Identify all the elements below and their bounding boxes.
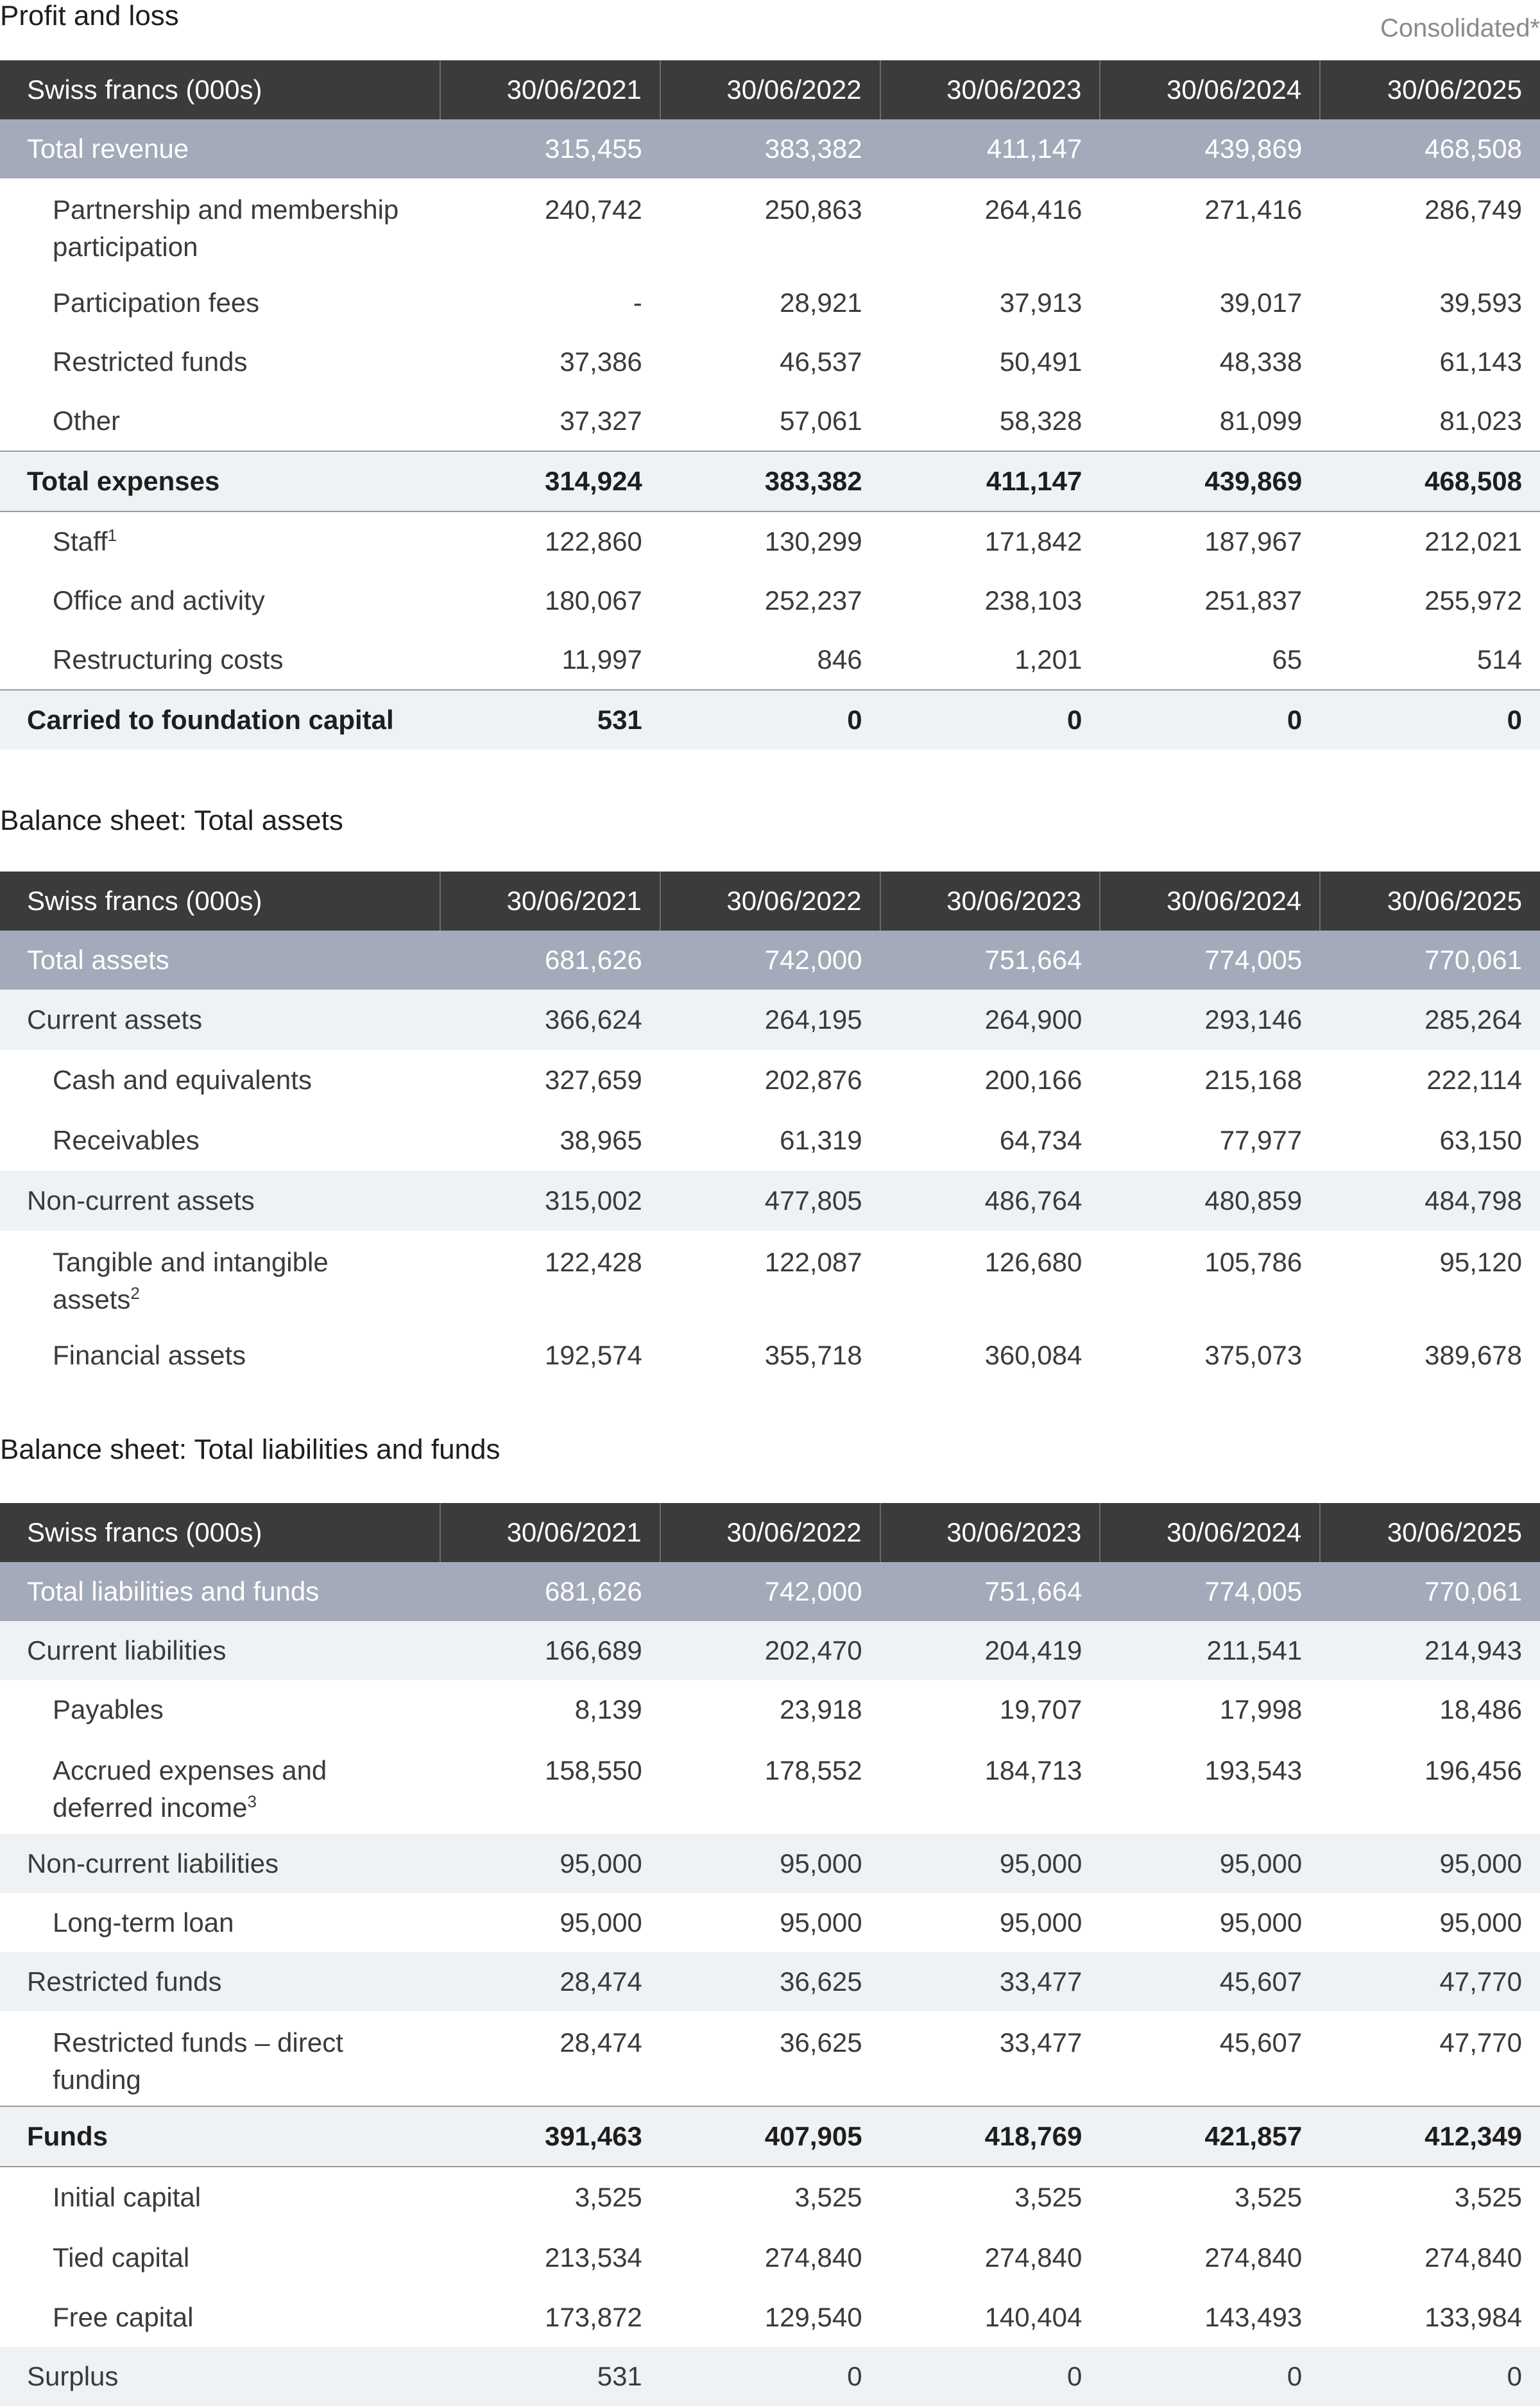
header-cell-unit: Swiss francs (000s) — [0, 872, 440, 931]
cell-value: 38,965 — [560, 1125, 642, 1155]
row-label: Free capital — [53, 2302, 194, 2332]
row-total-expenses — [0, 451, 1540, 511]
cell-value: 95,000 — [780, 1907, 862, 1938]
cell-value: 360,084 — [984, 1340, 1082, 1370]
cell-value: 421,857 — [1100, 2106, 1320, 2167]
cell-value: 28,921 — [780, 288, 862, 318]
row-label-text: Staff — [53, 526, 108, 556]
cell-value: 193,543 — [1204, 1755, 1303, 1785]
cell-value: 37,913 — [999, 288, 1082, 318]
cell-value: 213,534 — [544, 2242, 642, 2273]
cell-value: 61,143 — [1439, 347, 1522, 377]
cell-value: 215,168 — [1204, 1065, 1303, 1095]
header-cell-2021: 30/06/2021 — [440, 1503, 660, 1562]
row-other — [0, 391, 1540, 451]
cell-value: 19,707 — [999, 1694, 1082, 1724]
row-partnership-membership — [0, 178, 1540, 273]
row-label-text: Accrued expenses and deferred income — [53, 1755, 327, 1823]
header-cell-unit: Swiss francs (000s) — [0, 1503, 440, 1562]
cell-value: 681,626 — [440, 931, 660, 990]
cell-value: 264,195 — [660, 990, 880, 1050]
cell-value: 0 — [1100, 2347, 1320, 2406]
header-cell-2024: 30/06/2024 — [1100, 60, 1320, 119]
row-funds — [0, 2106, 1540, 2167]
row-label: Total revenue — [0, 119, 440, 178]
row-label: Total expenses — [0, 451, 440, 511]
cell-value: 23,918 — [780, 1694, 862, 1724]
cell-value: 770,061 — [1320, 1562, 1540, 1621]
cell-value: 531 — [440, 690, 660, 750]
cell-value: 63,150 — [1439, 1125, 1522, 1155]
row-label — [0, 511, 440, 571]
cell-value: 3,525 — [794, 2182, 862, 2212]
header-cell-2022: 30/06/2022 — [660, 872, 880, 931]
cell-value: 95,000 — [1320, 1834, 1540, 1893]
cell-value: 180,067 — [544, 585, 642, 615]
cell-value: 95,000 — [560, 1907, 642, 1938]
cell-value: 742,000 — [660, 1562, 880, 1621]
cell-value: 126,680 — [984, 1247, 1082, 1277]
cell-value: 95,000 — [880, 1834, 1100, 1893]
cell-value: 58,328 — [999, 406, 1082, 436]
cell-value: 211,541 — [1100, 1621, 1320, 1680]
cell-value: 65 — [1272, 644, 1303, 675]
cell-value: 0 — [660, 690, 880, 750]
cell-value: 742,000 — [660, 931, 880, 990]
header-cell-2022: 30/06/2022 — [660, 1503, 880, 1562]
cell-value: 0 — [660, 2347, 880, 2406]
cell-value: 130,299 — [764, 526, 862, 556]
cell-value: 47,770 — [1439, 2027, 1522, 2058]
cell-value: 33,477 — [880, 1952, 1100, 2011]
cell-value: 122,428 — [544, 1247, 642, 1277]
row-label: Current liabilities — [0, 1621, 440, 1680]
row-label: Partnership and membership participation — [53, 194, 399, 262]
row-label: Carried to foundation capital — [0, 690, 440, 750]
row-label: Restricted funds – direct funding — [53, 2027, 343, 2095]
liabilities-funds-table — [0, 1503, 1540, 2406]
cell-value: 171,842 — [984, 526, 1082, 556]
cell-value: 3,525 — [1235, 2182, 1303, 2212]
cell-value: 0 — [880, 2347, 1100, 2406]
row-carried-to-capital — [0, 690, 1540, 750]
footnote-marker: 1 — [107, 526, 117, 545]
cell-value: 383,382 — [660, 451, 880, 511]
cell-value: 36,625 — [660, 1952, 880, 2011]
cell-value: 3,525 — [1454, 2182, 1522, 2212]
cell-value: 143,493 — [1204, 2302, 1303, 2332]
cell-value: 770,061 — [1320, 931, 1540, 990]
header-cell-2023: 30/06/2023 — [880, 872, 1100, 931]
section-title-total-assets: Balance sheet: Total assets — [0, 805, 343, 836]
cell-value: 140,404 — [984, 2302, 1082, 2332]
cell-value: 36,625 — [780, 2027, 862, 2058]
cell-value: 411,147 — [880, 451, 1100, 511]
cell-value: 222,114 — [1426, 1065, 1522, 1095]
row-restricted-direct-funding — [0, 2011, 1540, 2106]
row-label: Office and activity — [53, 585, 265, 615]
cell-value: 77,977 — [1219, 1125, 1303, 1155]
cell-value: 37,327 — [560, 406, 642, 436]
cell-value: 95,120 — [1439, 1247, 1522, 1277]
cell-value: 202,470 — [660, 1621, 880, 1680]
cell-value: 200,166 — [984, 1065, 1082, 1095]
header-cell-2024: 30/06/2024 — [1100, 872, 1320, 931]
row-financial-assets — [0, 1326, 1540, 1385]
cell-value: 250,863 — [764, 194, 862, 225]
header-cell-2021: 30/06/2021 — [440, 60, 660, 119]
cell-value: 57,061 — [780, 406, 862, 436]
row-total-liabilities-funds — [0, 1562, 1540, 1621]
row-free-capital — [0, 2288, 1540, 2347]
row-label: Non-current liabilities — [0, 1834, 440, 1893]
table-header-row — [0, 1503, 1540, 1562]
cell-value: 95,000 — [660, 1834, 880, 1893]
cell-value: 252,237 — [764, 585, 862, 615]
cell-value: 45,607 — [1100, 1952, 1320, 2011]
header-cell-2025: 30/06/2025 — [1320, 872, 1540, 931]
row-label: Restricted funds — [53, 347, 248, 377]
cell-value: 468,508 — [1320, 119, 1540, 178]
row-label: Financial assets — [53, 1340, 246, 1370]
header-cell-2021: 30/06/2021 — [440, 872, 660, 931]
cell-value: 366,624 — [440, 990, 660, 1050]
cell-value: 751,664 — [880, 1562, 1100, 1621]
row-office-activity — [0, 571, 1540, 630]
cell-value: 0 — [880, 690, 1100, 750]
consolidated-note: Consolidated* — [1380, 14, 1540, 42]
cell-value: 105,786 — [1204, 1247, 1303, 1277]
cell-value: 774,005 — [1100, 931, 1320, 990]
cell-value: 271,416 — [1204, 194, 1303, 225]
cell-value: 0 — [1320, 690, 1540, 750]
row-restricted-funds — [0, 1952, 1540, 2011]
cell-value: 61,319 — [780, 1125, 862, 1155]
total-assets-table — [0, 872, 1540, 1385]
footnote-marker: 2 — [130, 1284, 140, 1303]
header-cell-unit: Swiss francs (000s) — [0, 60, 440, 119]
cell-value: 33,477 — [999, 2027, 1082, 2058]
cell-value: 480,859 — [1100, 1171, 1320, 1231]
cell-value: 166,689 — [440, 1621, 660, 1680]
row-cash-equivalents — [0, 1050, 1540, 1110]
row-staff — [0, 511, 1540, 571]
cell-value: 238,103 — [984, 585, 1082, 615]
row-non-current-assets — [0, 1171, 1540, 1231]
cell-value: 204,419 — [880, 1621, 1100, 1680]
row-current-liabilities — [0, 1621, 1540, 1680]
header-cell-2022: 30/06/2022 — [660, 60, 880, 119]
cell-value: 407,905 — [660, 2106, 880, 2167]
row-label: Receivables — [53, 1125, 200, 1155]
cell-value: 81,099 — [1219, 406, 1303, 436]
section-title-liabilities-funds: Balance sheet: Total liabilities and funds — [0, 1434, 501, 1465]
row-restructuring-costs — [0, 630, 1540, 690]
row-label: Payables — [53, 1694, 164, 1724]
table-header-row — [0, 872, 1540, 931]
cell-value: 37,386 — [560, 347, 642, 377]
cell-value: 0 — [1100, 690, 1320, 750]
cell-value: 129,540 — [764, 2302, 862, 2332]
row-tied-capital — [0, 2228, 1540, 2288]
row-accrued-expenses — [0, 1739, 1540, 1834]
cell-value: 178,552 — [764, 1755, 862, 1785]
row-surplus — [0, 2347, 1540, 2406]
cell-value: 3,525 — [1014, 2182, 1082, 2212]
cell-value: 274,840 — [1425, 2242, 1522, 2273]
row-label: Funds — [0, 2106, 440, 2167]
cell-value: 17,998 — [1219, 1694, 1303, 1724]
cell-value: 274,840 — [764, 2242, 862, 2273]
footnote-marker: 3 — [247, 1792, 257, 1811]
row-payables — [0, 1680, 1540, 1739]
row-tangible-intangible — [0, 1231, 1540, 1326]
cell-value: 285,264 — [1320, 990, 1540, 1050]
row-restricted-funds — [0, 332, 1540, 391]
cell-value: 315,002 — [440, 1171, 660, 1231]
header-cell-2023: 30/06/2023 — [880, 60, 1100, 119]
row-current-assets — [0, 990, 1540, 1050]
row-label: Current assets — [0, 990, 440, 1050]
cell-value: 468,508 — [1320, 451, 1540, 511]
cell-value: 274,840 — [1204, 2242, 1303, 2273]
cell-value: 64,734 — [999, 1125, 1082, 1155]
cell-value: 95,000 — [1439, 1907, 1522, 1938]
cell-value: - — [633, 288, 642, 318]
cell-value: 122,087 — [764, 1247, 862, 1277]
cell-value: 240,742 — [544, 194, 642, 225]
cell-value: 484,798 — [1320, 1171, 1540, 1231]
cell-value: 411,147 — [880, 119, 1100, 178]
row-label: Cash and equivalents — [53, 1065, 312, 1095]
cell-value: 355,718 — [764, 1340, 862, 1370]
row-initial-capital — [0, 2167, 1540, 2228]
cell-value: 681,626 — [440, 1562, 660, 1621]
cell-value: 751,664 — [880, 931, 1100, 990]
cell-value: 95,000 — [440, 1834, 660, 1893]
header-cell-2023: 30/06/2023 — [880, 1503, 1100, 1562]
cell-value: 264,900 — [880, 990, 1100, 1050]
cell-value: 214,943 — [1320, 1621, 1540, 1680]
row-label: Total assets — [0, 931, 440, 990]
section-title-profit-and-loss: Profit and loss — [0, 0, 179, 31]
cell-value: 47,770 — [1320, 1952, 1540, 2011]
cell-value: 314,924 — [440, 451, 660, 511]
row-label — [0, 1739, 440, 1834]
cell-value: 412,349 — [1320, 2106, 1540, 2167]
cell-value: 1,201 — [1014, 644, 1082, 675]
row-label-text: Tangible and intangible assets — [53, 1247, 329, 1314]
cell-value: 184,713 — [984, 1755, 1082, 1785]
row-receivables — [0, 1110, 1540, 1171]
cell-value: 514 — [1476, 644, 1522, 675]
cell-value: 264,416 — [984, 194, 1082, 225]
table-header-row — [0, 60, 1540, 119]
cell-value: 212,021 — [1425, 526, 1522, 556]
header-cell-2025: 30/06/2025 — [1320, 60, 1540, 119]
cell-value: 3,525 — [574, 2182, 642, 2212]
cell-value: 39,017 — [1219, 288, 1303, 318]
cell-value: 439,869 — [1100, 451, 1320, 511]
cell-value: 81,023 — [1439, 406, 1522, 436]
cell-value: 389,678 — [1425, 1340, 1522, 1370]
row-long-term-loan — [0, 1893, 1540, 1952]
cell-value: 383,382 — [660, 119, 880, 178]
cell-value: 18,486 — [1439, 1694, 1522, 1724]
row-label: Tied capital — [53, 2242, 190, 2273]
cell-value: 133,984 — [1425, 2302, 1522, 2332]
cell-value: 274,840 — [984, 2242, 1082, 2273]
cell-value: 418,769 — [880, 2106, 1100, 2167]
row-total-assets — [0, 931, 1540, 990]
cell-value: 439,869 — [1100, 119, 1320, 178]
cell-value: 315,455 — [440, 119, 660, 178]
row-label: Other — [53, 406, 121, 436]
cell-value: 45,607 — [1219, 2027, 1303, 2058]
cell-value: 293,146 — [1100, 990, 1320, 1050]
cell-value: 375,073 — [1204, 1340, 1303, 1370]
cell-value: 192,574 — [544, 1340, 642, 1370]
row-participation-fees — [0, 273, 1540, 332]
cell-value: 477,805 — [660, 1171, 880, 1231]
row-label: Total liabilities and funds — [0, 1562, 440, 1621]
cell-value: 251,837 — [1204, 585, 1303, 615]
cell-value: 11,997 — [561, 644, 642, 675]
header-cell-2024: 30/06/2024 — [1100, 1503, 1320, 1562]
cell-value: 95,000 — [1219, 1907, 1303, 1938]
cell-value: 95,000 — [1100, 1834, 1320, 1893]
row-total-revenue — [0, 119, 1540, 178]
cell-value: 95,000 — [999, 1907, 1082, 1938]
cell-value: 28,474 — [560, 2027, 642, 2058]
cell-value: 286,749 — [1425, 194, 1522, 225]
row-label: Restricted funds — [0, 1952, 440, 2011]
profit-and-loss-table — [0, 60, 1540, 750]
header-cell-2025: 30/06/2025 — [1320, 1503, 1540, 1562]
row-label — [0, 1231, 440, 1326]
row-label: Surplus — [0, 2347, 440, 2406]
cell-value: 255,972 — [1425, 585, 1522, 615]
cell-value: 196,456 — [1425, 1755, 1522, 1785]
cell-value: 50,491 — [999, 347, 1082, 377]
cell-value: 774,005 — [1100, 1562, 1320, 1621]
row-label: Non-current assets — [0, 1171, 440, 1231]
cell-value: 173,872 — [544, 2302, 642, 2332]
cell-value: 187,967 — [1204, 526, 1303, 556]
cell-value: 327,659 — [544, 1065, 642, 1095]
cell-value: 39,593 — [1439, 288, 1522, 318]
cell-value: 531 — [440, 2347, 660, 2406]
cell-value: 28,474 — [440, 1952, 660, 2011]
row-label: Participation fees — [53, 288, 260, 318]
row-label: Long-term loan — [53, 1907, 234, 1938]
cell-value: 48,338 — [1219, 347, 1303, 377]
row-label: Restructuring costs — [53, 644, 284, 675]
cell-value: 202,876 — [764, 1065, 862, 1095]
cell-value: 8,139 — [574, 1694, 642, 1724]
row-non-current-liabilities — [0, 1834, 1540, 1893]
cell-value: 122,860 — [544, 526, 642, 556]
cell-value: 391,463 — [440, 2106, 660, 2167]
cell-value: 46,537 — [780, 347, 862, 377]
cell-value: 0 — [1320, 2347, 1540, 2406]
row-label: Initial capital — [53, 2182, 201, 2212]
cell-value: 846 — [817, 644, 862, 675]
cell-value: 158,550 — [544, 1755, 642, 1785]
cell-value: 486,764 — [880, 1171, 1100, 1231]
